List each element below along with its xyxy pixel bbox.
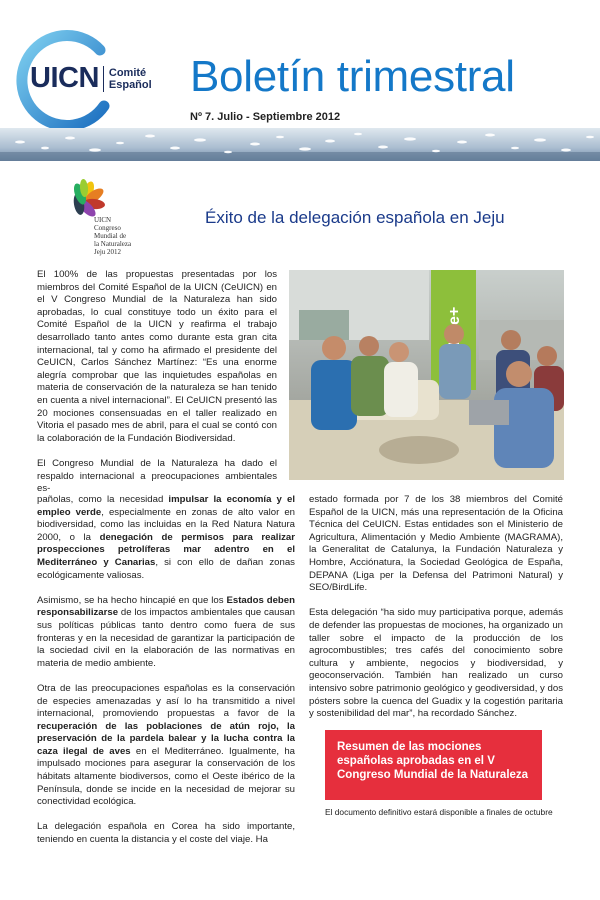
congress-line3: Mundial de bbox=[94, 232, 127, 240]
paragraph-7: Esta delegación “ha sido muy participativa porque, además de defender las propuestas de mociones, ha organizado un taller sobre el impacto de la producción de los agrocombustibles; tres cafés del conocimiento sobre cultura y ambiente, negocios y biodiversidad, y geoconservación. También han realizado un curso intensivo sobre patrimonio geológico y geodiversidad, y dos pósters sobre la cuenca del Guadix y la cogestión paritaria y sostenibilidad del mar”, ha recordado Sánchez. bbox=[309, 607, 563, 720]
p2-bold-a: impulsar la economía y el empleo verde bbox=[37, 494, 295, 518]
logo-divider bbox=[103, 66, 104, 92]
p3-text-b: de los impactos ambientales que causan sus políticas públicas tanto dentro como fuera de sus fronteras y en la necesidad de garantizar la participación de la sociedad civil en la elaboración de las normativas en materia de medio ambiente. bbox=[37, 607, 295, 669]
congress-line4: la Naturaleza bbox=[94, 240, 132, 248]
logo-sub-line1: Comité bbox=[108, 66, 147, 79]
left-text-column bbox=[37, 494, 295, 859]
paragraph-4 bbox=[37, 683, 295, 809]
p3-text-a: Asimismo, se ha hecho hincapié en que los bbox=[37, 594, 227, 606]
congress-line2: Congreso bbox=[94, 224, 121, 232]
p4-text-b: en el Mediterráneo. Igualmente, ha impulsado mociones para asegurar la conservación de los hábitats altamente biodiversos, como el Oeste ibérico de la Península, donde se incide en la necesidad de mejorar su conectividad ecológica. bbox=[37, 745, 295, 808]
p2-text-b: , especialmente en zonas de alto valor en biodiversidad, como las incluidas en la Red Natura Natura 2000, o la bbox=[37, 506, 295, 543]
paragraph-2-end bbox=[37, 494, 295, 582]
right-text-column bbox=[309, 494, 563, 733]
intro-text-column bbox=[37, 269, 277, 496]
bulletin-title: Boletín trimestral bbox=[190, 52, 515, 101]
paragraph-2-start: El Congreso Mundial de la Naturaleza ha dado el respaldo internacional a preocupaciones ambientales es- bbox=[37, 457, 277, 495]
issue-number: Nº 7. Julio - Septiembre 2012 bbox=[190, 111, 341, 123]
logo-sub-line2: Español bbox=[108, 78, 152, 91]
p2-text-a: pañolas, como la necesidad bbox=[37, 494, 169, 505]
mociones-summary-link[interactable] bbox=[325, 730, 542, 800]
p2-bold-b: denegación de permisos para realizar prospecciones petrolíferas mar adentro en el Mediterráneo y Canarias bbox=[37, 531, 295, 568]
p3-bold-a: Estados deben responsabilizarse bbox=[37, 594, 295, 619]
logo-subtitle bbox=[109, 67, 152, 91]
congress-line5: Jeju 2012 bbox=[94, 248, 122, 256]
uicn-logo[interactable] bbox=[30, 62, 152, 95]
paragraph-1: El 100% de las propuestas presentadas por los miembros del Comité Español de la UICN (CeUICN) en el V Congreso Mundial de la Naturaleza han sido aprobadas, lo cual constituye todo un éxito para el Comité Español de la UICN y reafirma el trabajo desarrollado tanto antes como durante esta gran cita internacional, tal y como ha afirmado el presidente del CeUICN, Carlos Sánchez Martínez: “Es una enorme alegría comprobar que las inquietudes españolas en materia de conservación de la naturaleza se han tenido en cuenta a nivel internacional”. El CeUICN presentó las 20 mociones consensuadas en el taller realizado en Vitoria el pasado mes de abril, para el cual se contó con la colaboración de la Fundación Biodiversidad. bbox=[37, 269, 277, 444]
paragraph-3 bbox=[37, 595, 295, 671]
logo-uicn-text: UICN bbox=[30, 62, 99, 94]
congress-line1: UICN bbox=[94, 216, 112, 224]
p4-bold-a: recuperación de las poblaciones de atún rojo, la preservación de la pardela balear y la lucha contra la caza ilegal de aves bbox=[37, 720, 295, 757]
congress-logo-text bbox=[94, 216, 131, 256]
article-headline: Éxito de la delegación española en Jeju bbox=[205, 208, 505, 227]
birds-banner bbox=[0, 128, 600, 161]
availability-note: El documento definitivo estará disponible a finales de octubre bbox=[325, 807, 553, 817]
p2-text-c: , si con ello de dañan zonas ecológicamente valiosas. bbox=[37, 556, 295, 581]
mociones-summary-label: Resumen de las mociones españolas aprobadas en el V Congreso Mundial de la Naturaleza bbox=[337, 741, 529, 781]
delegation-photo bbox=[289, 270, 564, 480]
p4-text-a: Otra de las preocupaciones españolas es la conservación de especies amenazadas y así lo ha transmitido a nivel internacional, promoviendo propuestas a favor de la bbox=[37, 682, 295, 720]
paragraph-6: estado formada por 7 de los 38 miembros del Comité Español de la UICN, más una representación de la Oficina Técnica del CeUICN. Estas entidades son el Ministerio de Agricultura, Alimentación y Medio Ambiente (MAGRAMA), la Generalitat de Catalunya, la Fundación Naturaleza y Hombre, Acciónatura, la Sociedad Geológica de España, DEPANA (Liga per la Defensa del Patrimoni Natural) y SEO/BirdLife. bbox=[309, 494, 563, 594]
paragraph-5: La delegación española en Corea ha sido importante, teniendo en cuenta la distancia y el coste del viaje. Ha bbox=[37, 821, 295, 846]
